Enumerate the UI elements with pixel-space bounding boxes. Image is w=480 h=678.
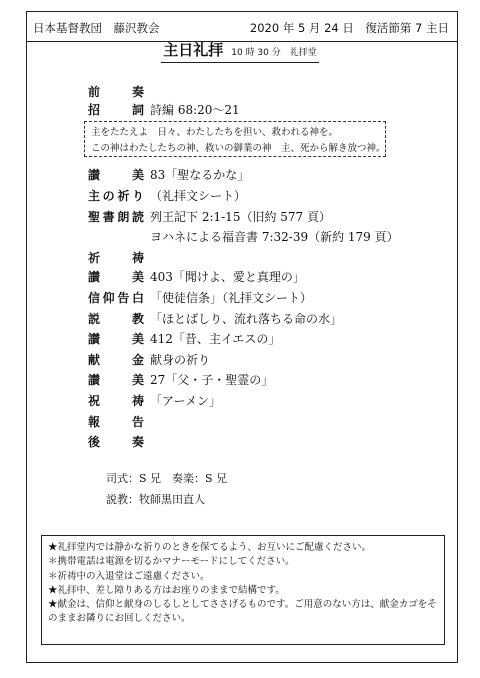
order-value: 献身の祈り <box>150 353 211 367</box>
preacher-line: 説教：牧師黒田直人 <box>106 493 205 506</box>
order-value: 詩編 68:20～21 <box>150 103 240 117</box>
order-label: 後奏 <box>88 435 144 449</box>
order-value: 403「聞けよ、愛と真理の」 <box>150 270 305 284</box>
order-label: 讃美 <box>88 270 144 284</box>
order-label: 招詞 <box>88 103 144 117</box>
order-label: 説教 <box>88 312 144 326</box>
order-value: （礼拝文シート） <box>150 189 247 203</box>
order-label: 讃美 <box>88 332 144 346</box>
order-label: 主の祈り <box>88 189 144 203</box>
psalm-line: この神はわたしたちの神、救いの御業の神 主、死から解き放つ神。 <box>91 143 386 154</box>
order-value: ヨハネによる福音書 7:32-39（新約 179 頁） <box>150 230 399 244</box>
call-to-worship-box <box>84 121 386 157</box>
notice-box <box>41 535 445 645</box>
header <box>27 12 457 42</box>
notice-item: ★礼拝堂内では静かな祈りのときを保てるよう、お互いにご配慮ください。 <box>48 542 372 553</box>
title-main: 主日礼拝 <box>163 41 224 59</box>
officiant-line: 司式：S 兄 奏楽：S 兄 <box>106 472 228 485</box>
notice-item: ＊祈祷中の入退堂はご遠慮ください。 <box>48 570 210 582</box>
title-area <box>0 39 480 63</box>
order-label: 聖書朗読 <box>88 210 144 224</box>
order-label: 祝祷 <box>88 394 144 408</box>
order-value: 412「昔、主イエスの」 <box>150 332 281 346</box>
order-label: 報告 <box>88 415 144 429</box>
notice-item: ★礼拝中、差し障りある方はお座りのままで結構です。 <box>48 584 285 596</box>
order-value: 83「聖なるかな」 <box>150 168 250 182</box>
service-title <box>161 39 319 63</box>
order-value: 「ほとばしり、流れ落ちる命の水」 <box>150 312 343 326</box>
notice-item: ★献金は、信仰と献身のしるしとしてささげるものです。ご用意のない方は、献金カゴをそのままお隣りにお回しください。 <box>48 599 437 625</box>
order-label: 讃美 <box>88 168 144 182</box>
order-label: 献金 <box>88 353 144 367</box>
order-value: 列王記下 2:1-15（旧約 577 頁） <box>150 210 331 224</box>
order-label: 讃美 <box>88 373 144 387</box>
notice-item: ＊携帯電話は電源を切るかマナーモードにしてください。 <box>48 556 295 568</box>
order-value: 27「父・子・聖霊の」 <box>150 373 274 387</box>
order-value: 「アーメン」 <box>150 394 222 408</box>
order-label: 前奏 <box>88 85 144 99</box>
order-label: 祈祷 <box>88 251 144 265</box>
order-value: 「使徒信条」（礼拝文シート） <box>150 291 313 305</box>
psalm-line: 主をたたえよ 日々、わたしたちを担い、救われる神を。 <box>91 127 339 138</box>
church-name: 日本基督教団 藤沢教会 <box>33 21 160 35</box>
order-label: 信仰告白 <box>88 291 144 305</box>
service-date: 2020 年 5 月 24 日 復活節第 7 主日 <box>249 21 449 35</box>
title-sub: 10 時 30 分 礼拝堂 <box>231 48 317 58</box>
